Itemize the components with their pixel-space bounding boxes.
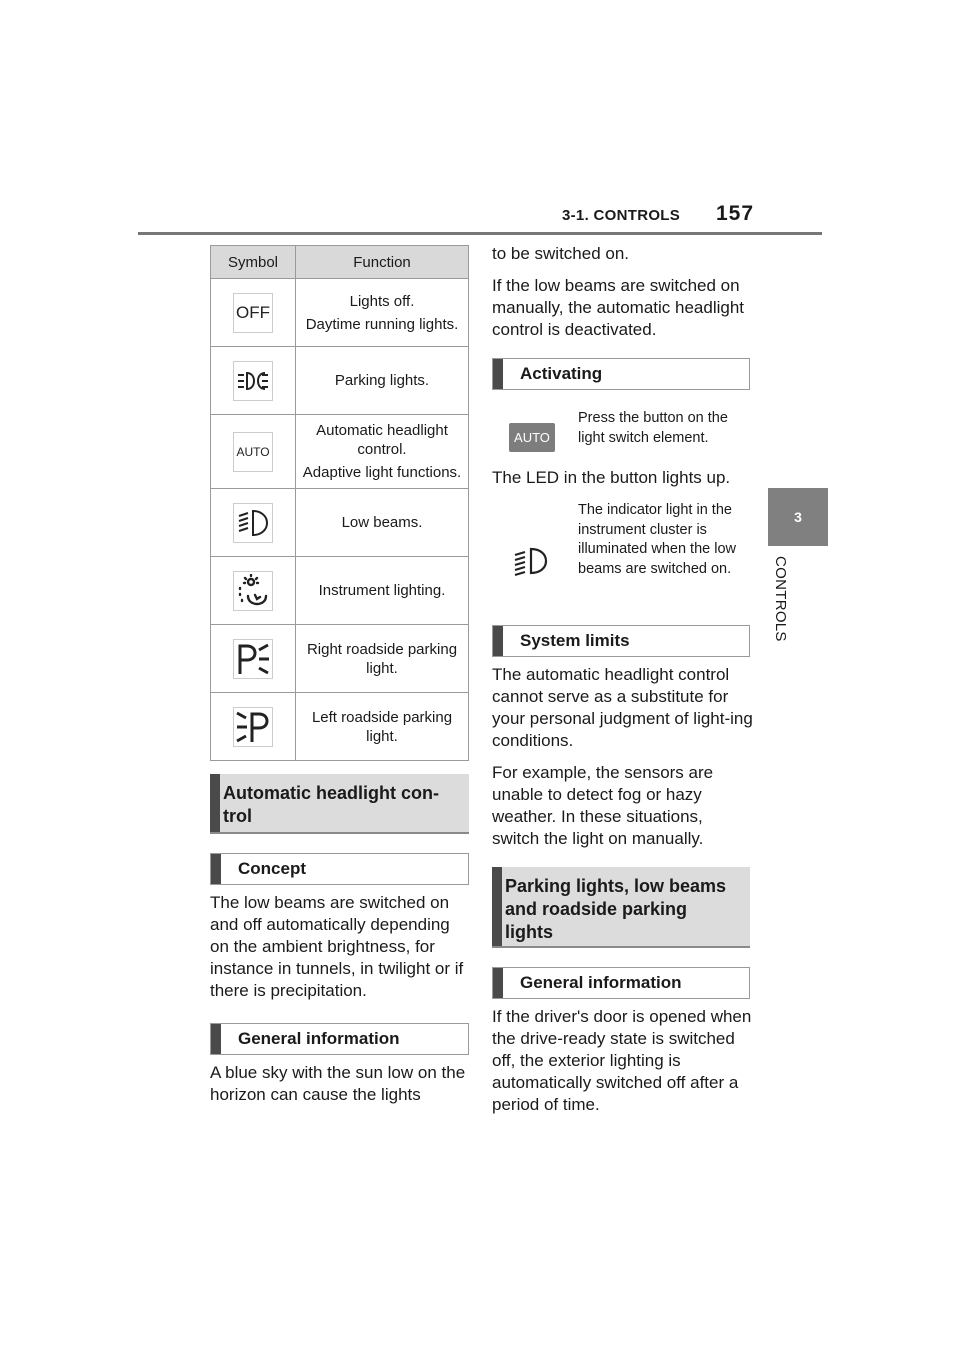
function-text: Daytime running lights.: [305, 315, 459, 333]
left-parking-light-icon: [233, 707, 273, 747]
function-text: Parking lights.: [334, 372, 430, 389]
table-row: [211, 693, 469, 761]
heading-general-information: General information: [210, 1023, 469, 1055]
function-text: Low beams.: [341, 514, 423, 531]
heading-activating: Activating: [492, 358, 750, 390]
general-paragraph: A blue sky with the sun low on the horizon can cause the lights: [210, 1063, 466, 1104]
function-text: Automatic headlight control.: [316, 422, 448, 458]
heading-parking-lights: Parking lights, low beams and roadside parking lights: [492, 867, 750, 948]
table-header-symbol: Symbol: [211, 246, 296, 279]
continued-paragraph: to be switched on.: [492, 244, 630, 263]
heading-general-information-2: General information: [492, 967, 750, 999]
function-text: Adaptive light functions.: [302, 464, 462, 481]
chapter-label: CONTROLS: [772, 556, 789, 642]
heading-system-limits: System limits: [492, 625, 750, 657]
table-row: [211, 557, 469, 625]
right-parking-light-icon: [233, 639, 273, 679]
led-paragraph: The LED in the button lights up.: [492, 468, 731, 487]
table-row: [211, 279, 469, 347]
parking-lights-icon: [233, 361, 273, 401]
section-title: 3-1. CONTROLS: [562, 207, 681, 224]
limits-paragraph: The automatic headlight control cannot serve as a substitute for your personal judgment of light-ing conditions.: [492, 665, 753, 750]
heading-automatic-headlight-control: Automatic headlight con-trol: [210, 774, 469, 834]
chapter-tab: 3: [768, 488, 828, 546]
low-beams-indicator-icon: [512, 545, 550, 584]
table-row: [211, 625, 469, 693]
header-rule: [138, 232, 822, 235]
page-number: 157: [716, 202, 755, 225]
indicator-note: The indicator light in the instrument cluster is illuminated when the low beams are switched on.: [578, 502, 736, 577]
table-row: [211, 347, 469, 415]
low-beams-icon: [233, 503, 273, 543]
door-paragraph: If the driver's door is opened when the drive-ready state is switched off, the exterior lighting is automatically switched off after a period of time.: [492, 1007, 752, 1114]
symbol-table: [210, 245, 469, 761]
concept-paragraph: The low beams are switched on and off automatically depending on the ambient brightness, for instance in tunnels, in twilight or if there is precipitation.: [210, 893, 464, 1000]
function-text: Instrument lighting.: [318, 582, 446, 599]
right-text-top: [492, 243, 754, 351]
example-paragraph: For example, the sensors are unable to detect fog or hazy weather. In these situations, switch the light on manually.: [492, 763, 714, 848]
heading-concept: Concept: [210, 853, 469, 885]
function-text: Left roadside parking light.: [311, 708, 453, 745]
table-row: [211, 415, 469, 489]
function-text: Right roadside parking light.: [306, 640, 458, 677]
table-header-function: Function: [296, 246, 469, 279]
off-text-icon: OFF: [233, 293, 273, 333]
function-text: Lights off.: [349, 292, 415, 310]
auto-text-icon: AUTO: [233, 432, 273, 472]
manual-paragraph: If the low beams are switched on manually, the automatic headlight control is deactivated.: [492, 276, 745, 339]
instrument-lighting-icon: [233, 571, 273, 611]
right-text-limits: [492, 664, 754, 860]
table-row: [211, 489, 469, 557]
auto-button-icon: AUTO: [509, 423, 555, 452]
press-note: Press the button on the light switch element.: [578, 410, 728, 446]
